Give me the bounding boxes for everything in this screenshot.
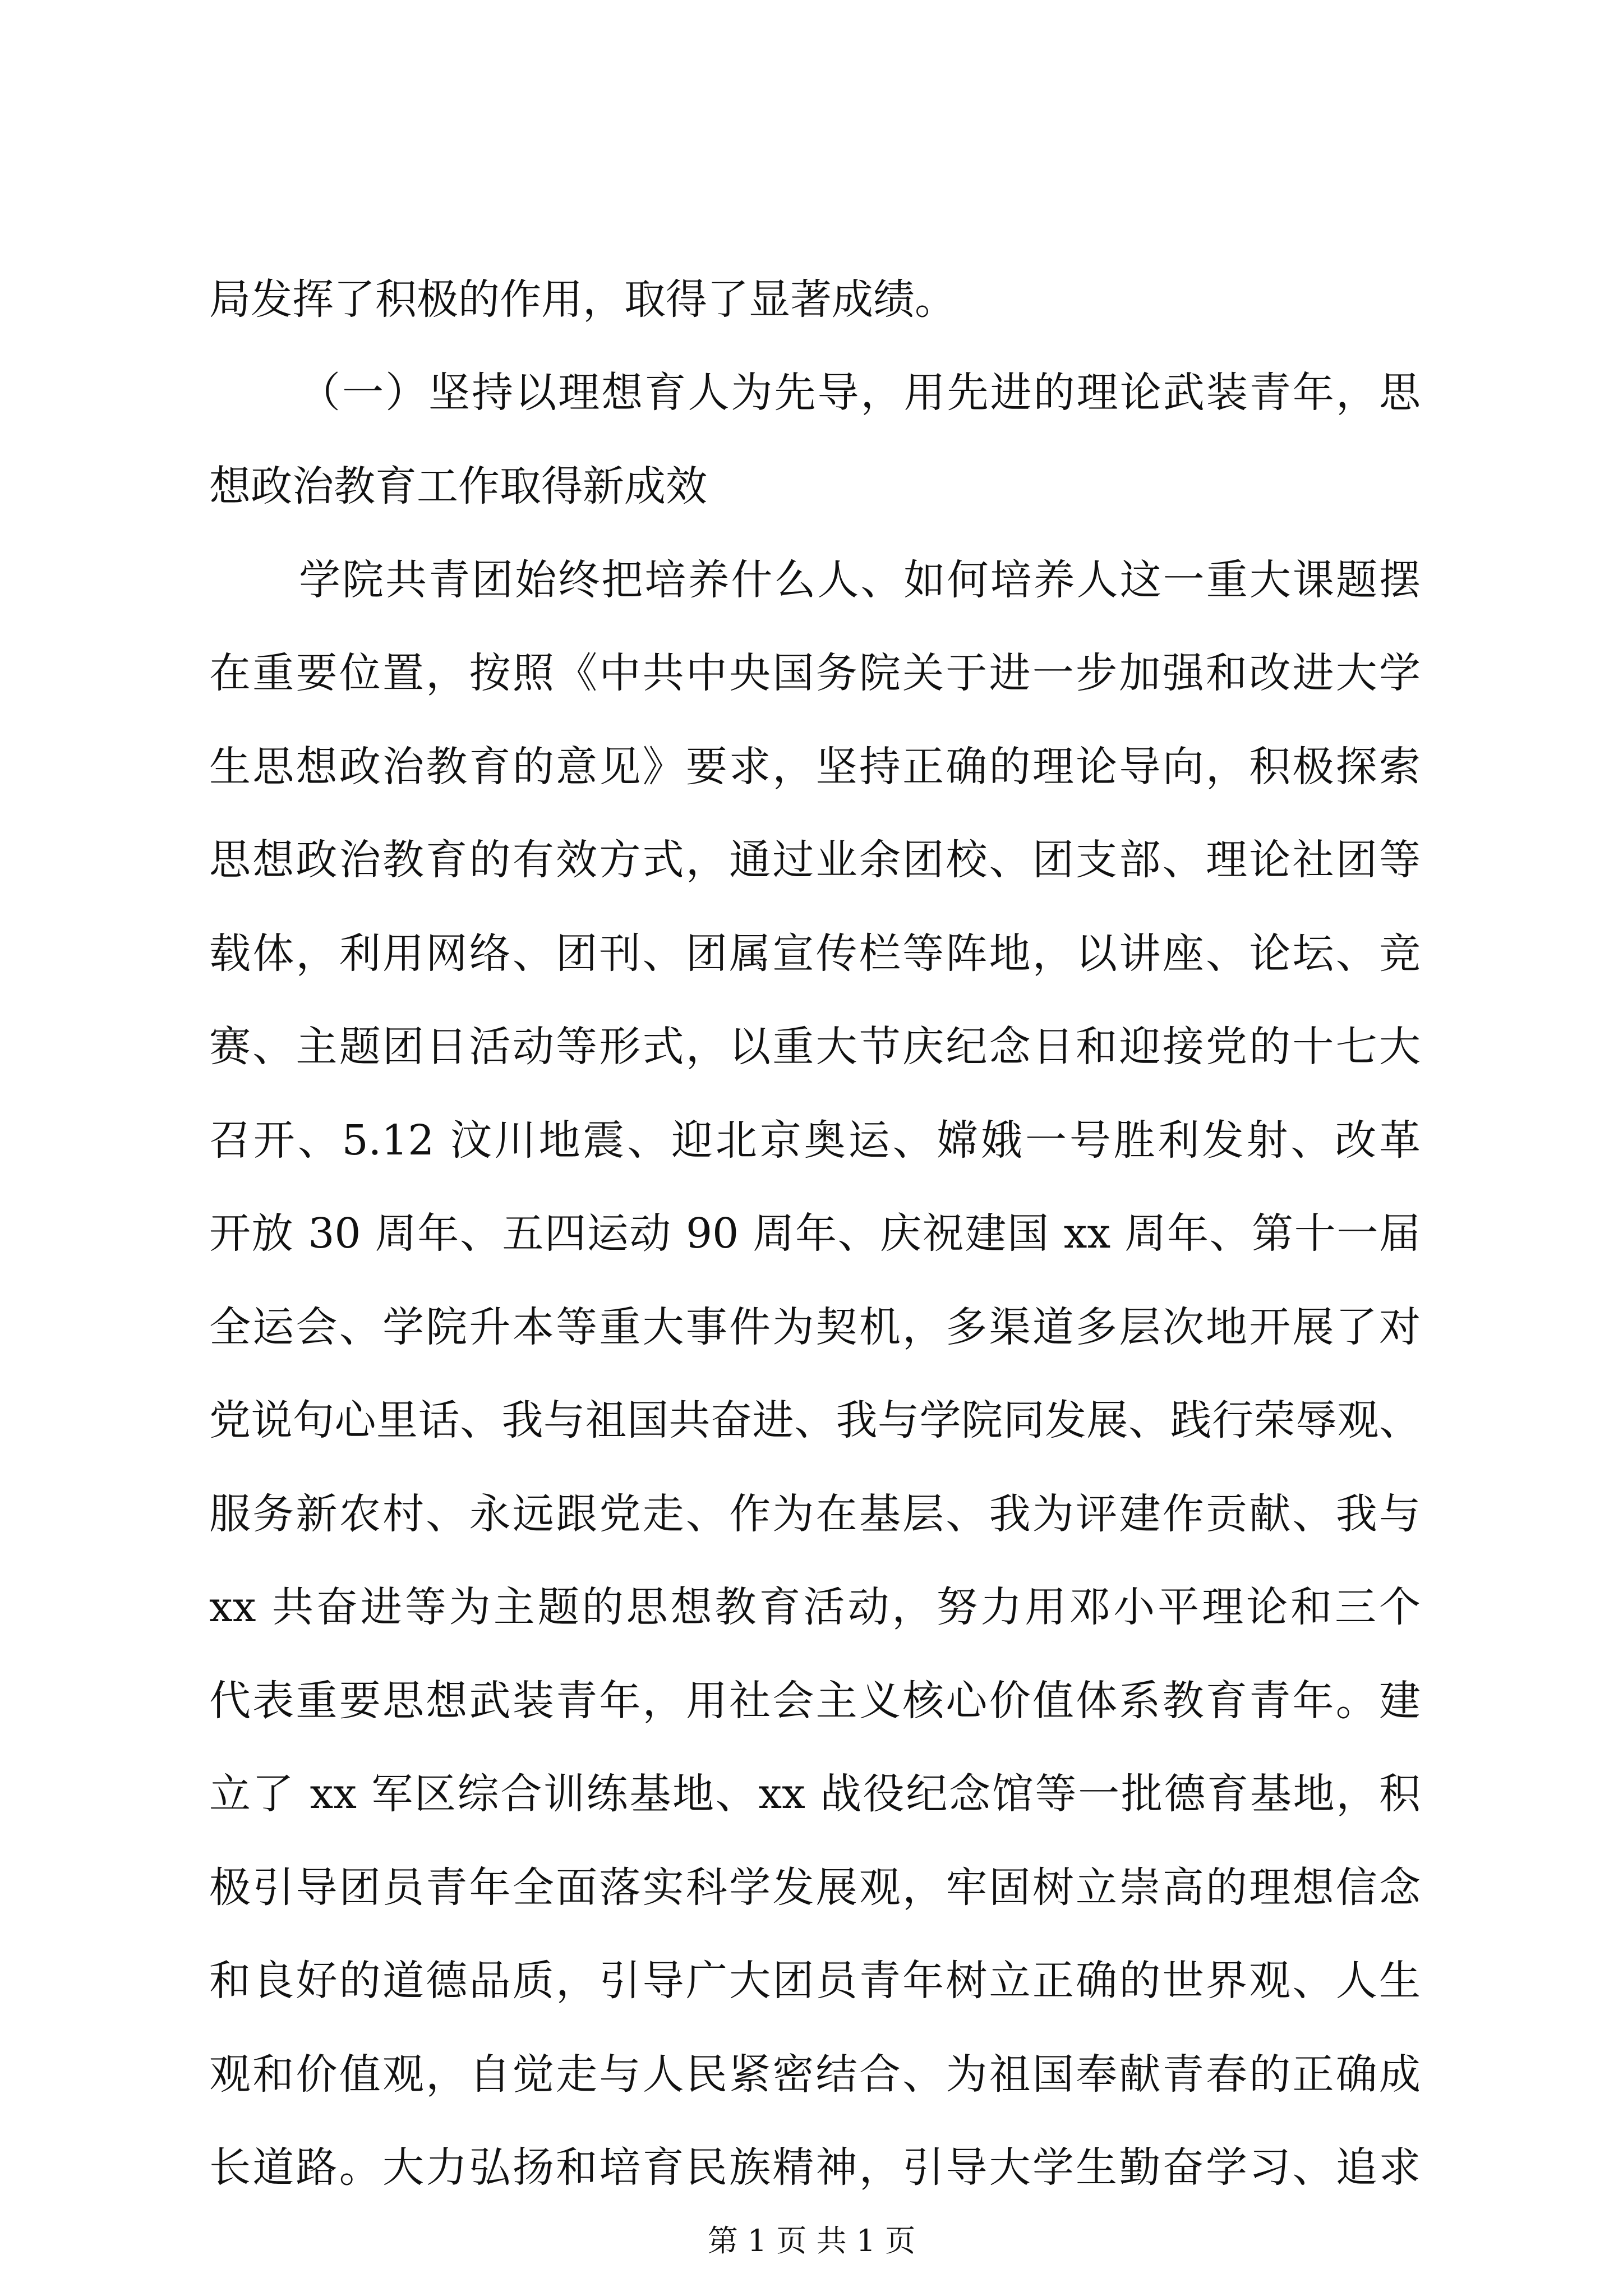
paragraph-line: 观和价值观，自觉走与人民紧密结合、为祖国奉献青春的正确成: [209, 2050, 1421, 2099]
paragraph-line: 局发挥了积极的作用，取得了显著成绩。: [209, 275, 956, 324]
paragraph-line: 代表重要思想武装青年，用社会主义核心价值体系教育青年。建: [209, 1677, 1421, 1725]
paragraph-line: 赛、主题团日活动等形式，以重大节庆纪念日和迎接党的十七大: [209, 1023, 1421, 1071]
paragraph-line: 召开、5.12 汶川地震、迎北京奥运、嫦娥一号胜利发射、改革: [209, 1116, 1421, 1165]
paragraph-line: 和良好的道德品质，引导广大团员青年树立正确的世界观、人生: [209, 1957, 1421, 2005]
paragraph-line: xx 共奋进等为主题的思想教育活动，努力用邓小平理论和三个: [209, 1583, 1421, 1631]
paragraph-line: 服务新农村、永远跟党走、作为在基层、我为评建作贡献、我与: [209, 1490, 1421, 1538]
paragraph-line: 立了 xx 军区综合训练基地、xx 战役纪念馆等一批德育基地，积: [209, 1770, 1421, 1818]
paragraph-line: 学院共青团始终把培养什么人、如何培养人这一重大课题摆: [299, 556, 1421, 604]
section-heading-line: （一）坚持以理想育人为先导，用先进的理论武装青年，思: [299, 369, 1421, 417]
paragraph-line: 在重要位置，按照《中共中央国务院关于进一步加强和改进大学: [209, 649, 1421, 697]
page-footer: 第 1 页 共 1 页: [707, 2223, 916, 2258]
paragraph-line: 党说句心里话、我与祖国共奋进、我与学院同发展、践行荣辱观、: [209, 1396, 1421, 1444]
paragraph-line: 开放 30 周年、五四运动 90 周年、庆祝建国 xx 周年、第十一届: [209, 1209, 1421, 1258]
paragraph-line: 思想政治教育的有效方式，通过业余团校、团支部、理论社团等: [209, 836, 1421, 884]
paragraph-line: 极引导团员青年全面落实科学发展观，牢固树立崇高的理想信念: [209, 1864, 1421, 1912]
paragraph-line: 全运会、学院升本等重大事件为契机，多渠道多层次地开展了对: [209, 1303, 1421, 1351]
paragraph-line: 载体，利用网络、团刊、团属宣传栏等阵地，以讲座、论坛、竞: [209, 930, 1421, 978]
section-heading-line: 想政治教育工作取得新成效: [209, 462, 707, 510]
paragraph-line: 生思想政治教育的意见》要求，坚持正确的理论导向，积极探索: [209, 743, 1421, 791]
paragraph-line: 长道路。大力弘扬和培育民族精神，引导大学生勤奋学习、追求: [209, 2143, 1421, 2192]
